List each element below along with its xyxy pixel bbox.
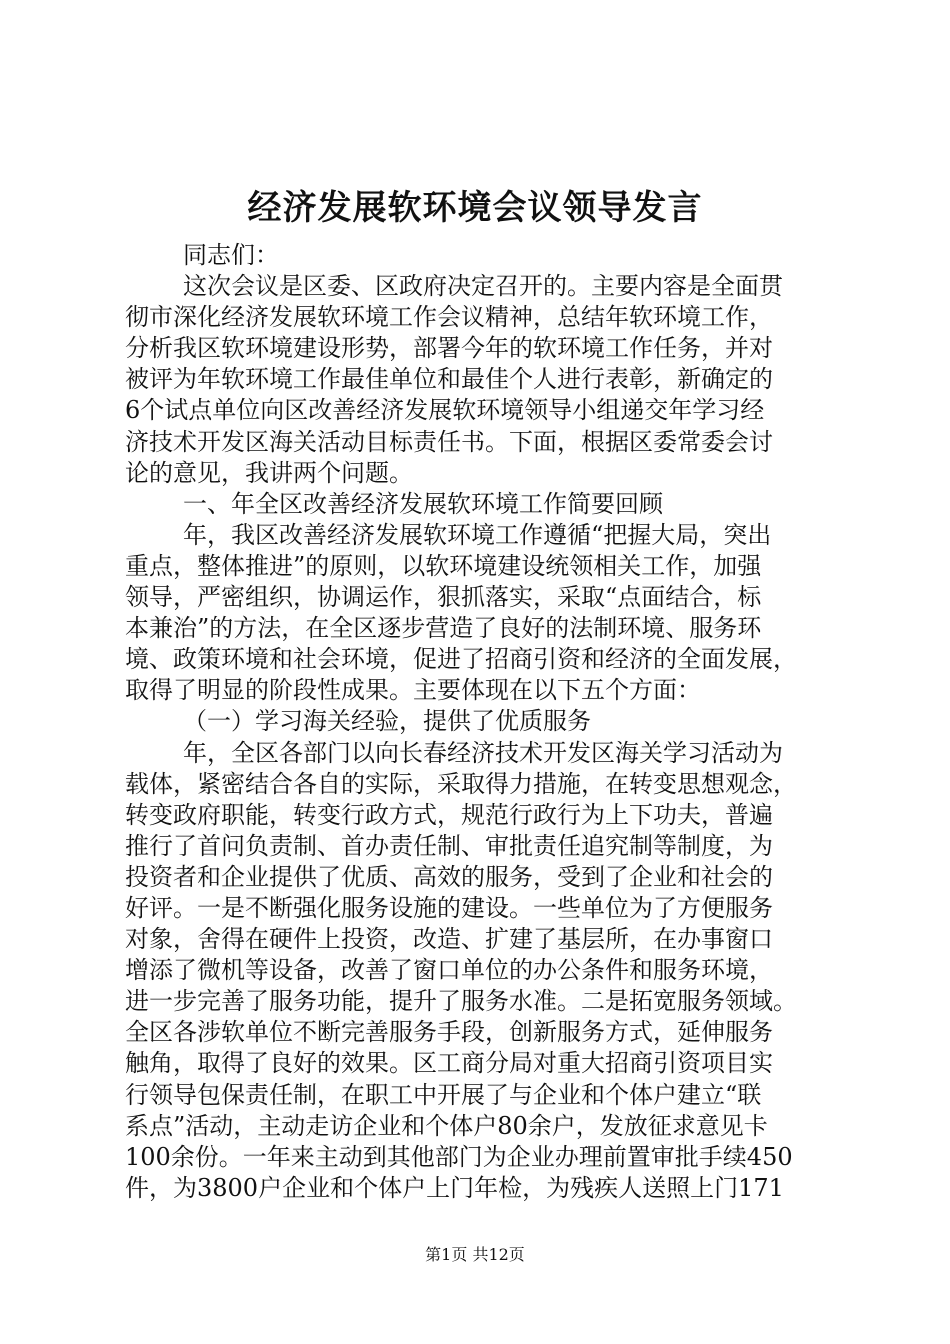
body-line: 投资者和企业提供了优质、高效的服务，受到了企业和社会的 — [125, 862, 773, 891]
body-line: 增添了微机等设备，改善了窗口单位的办公条件和服务环境， — [125, 956, 773, 985]
body-line: 本兼治”的方法，在全区逐步营造了良好的法制环境、服务环 — [125, 614, 762, 643]
document-body — [125, 240, 835, 1204]
body-line: 转变政府职能，转变行政方式，规范行政行为上下功夫，普遍 — [125, 800, 773, 829]
body-line: 触角，取得了良好的效果。区工商分局对重大招商引资项目实 — [125, 1049, 773, 1078]
body-line: 系点”活动，主动走访企业和个体户80余户，发放征求意见卡 — [125, 1111, 768, 1140]
body-line: 重点，整体推进”的原则，以软环境建设统领相关工作，加强 — [125, 551, 762, 580]
body-line: 行领导包保责任制，在职工中开展了与企业和个体户建立“联 — [125, 1080, 762, 1109]
body-line: 好评。一是不断强化服务设施的建设。一些单位为了方便服务 — [125, 893, 773, 922]
body-line: 全区各涉软单位不断完善服务手段，创新服务方式，延伸服务 — [125, 1018, 773, 1047]
body-line: 取得了明显的阶段性成果。主要体现在以下五个方面： — [125, 676, 701, 705]
body-line: 载体，紧密结合各自的实际，采取得力措施，在转变思想观念， — [125, 769, 797, 798]
body-line: （一）学习海关经验，提供了优质服务 — [183, 707, 591, 736]
page-footer: 第1页 共12页 — [425, 1245, 525, 1264]
body-line: 6个试点单位向区改善经济发展软环境领导小组递交年学习经 — [125, 396, 765, 425]
body-line: 进一步完善了服务功能，提升了服务水准。二是拓宽服务领域。 — [125, 987, 797, 1016]
body-line: 件，为3800户企业和个体户上门年检，为残疾人送照上门171 — [125, 1173, 784, 1202]
body-line: 济技术开发区海关活动目标责任书。下面，根据区委常委会讨 — [125, 427, 773, 456]
body-line: 这次会议是区委、区政府决定召开的。主要内容是全面贯 — [183, 272, 783, 301]
body-line: 一、年全区改善经济发展软环境工作简要回顾 — [183, 489, 663, 518]
body-line: 100余份。一年来主动到其他部门为企业办理前置审批手续450 — [125, 1142, 793, 1171]
body-line: 推行了首问负责制、首办责任制、审批责任追究制等制度，为 — [125, 831, 773, 860]
body-line: 领导，严密组织，协调运作，狠抓落实，采取“点面结合，标 — [125, 583, 762, 612]
body-line: 年，全区各部门以向长春经济技术开发区海关学习活动为 — [183, 738, 783, 767]
body-line: 对象，舍得在硬件上投资，改造、扩建了基层所，在办事窗口 — [125, 925, 773, 954]
body-line: 境、政策环境和社会环境，促进了招商引资和经济的全面发展， — [125, 645, 797, 674]
body-line: 同志们： — [183, 241, 279, 269]
body-line: 论的意见，我讲两个问题。 — [125, 458, 413, 487]
body-line: 年，我区改善经济发展软环境工作遵循“把握大局，突出 — [183, 520, 772, 549]
body-line: 分析我区软环境建设形势，部署今年的软环境工作任务，并对 — [125, 334, 773, 363]
body-line: 彻市深化经济发展软环境工作会议精神，总结年软环境工作， — [125, 303, 773, 332]
body-line: 被评为年软环境工作最佳单位和最佳个人进行表彰，新确定的 — [125, 365, 773, 394]
document-title: 经济发展软环境会议领导发言 — [247, 188, 703, 228]
